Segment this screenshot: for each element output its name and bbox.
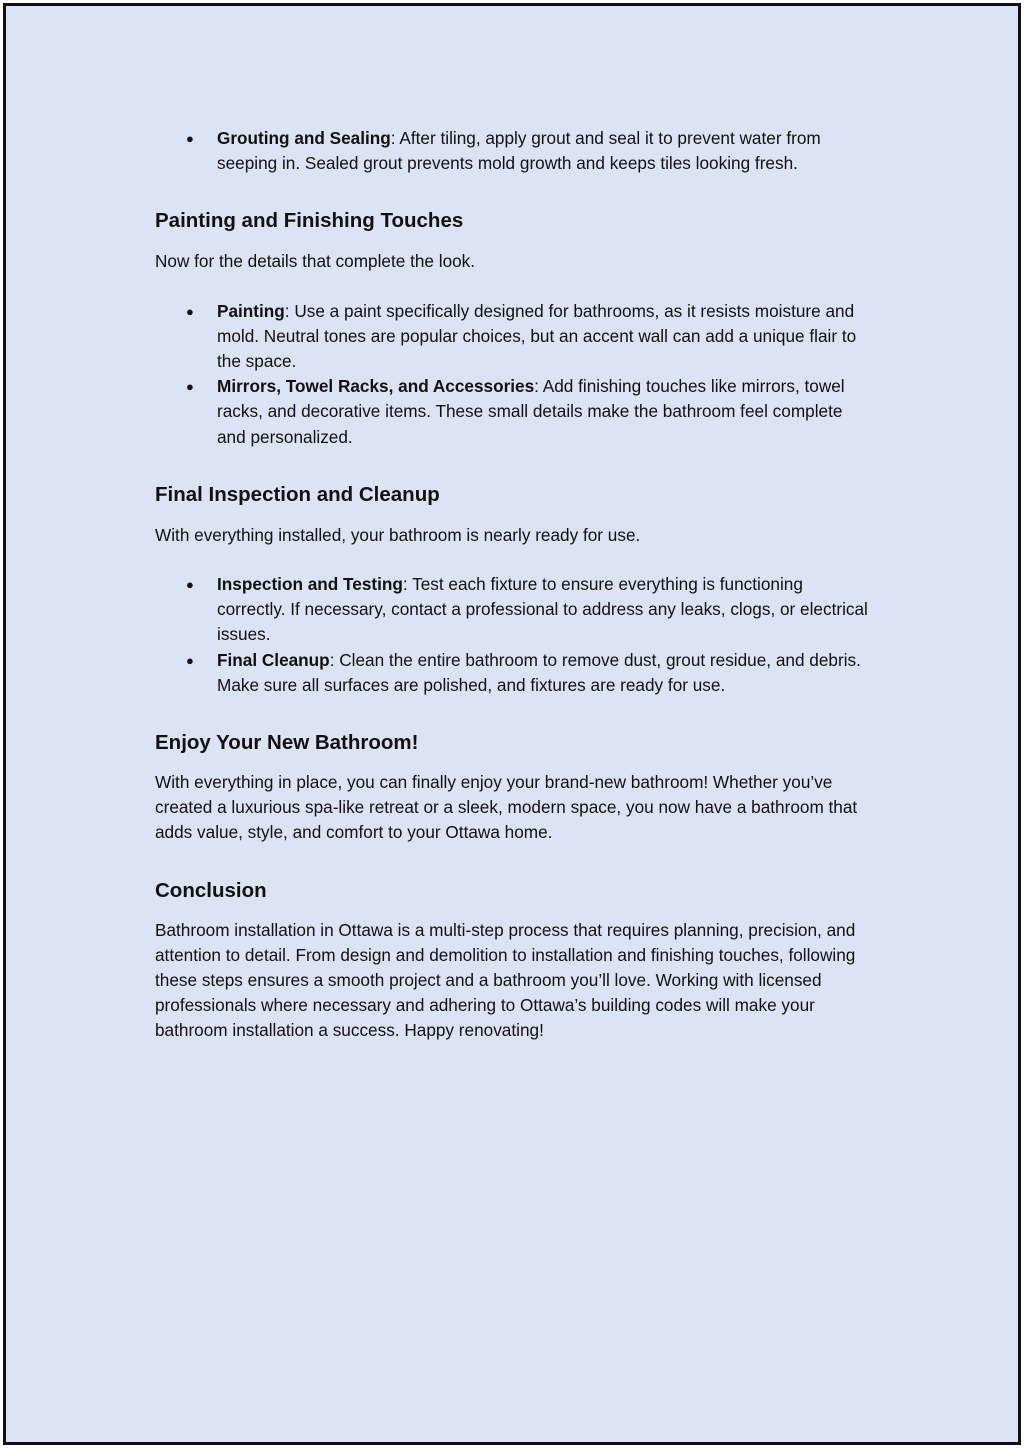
list-item-text: : Add finishing touches like mirrors, towel racks, and decorative items. These small details make the bathroom feel complete and personalized. [217, 376, 845, 447]
list-item-term: Final Cleanup [217, 649, 330, 670]
section-intro: With everything installed, your bathroom is nearly ready for use. [155, 524, 641, 545]
section-conclusion [155, 878, 875, 1044]
section-body: With everything in place, you can finally enjoy your brand-new bathroom! Whether you’ve created a luxurious spa-like retreat or a sleek, modern space, you now have a bathroom that adds value, style, and comfort to your Ottawa home. [155, 772, 858, 843]
section-enjoy [155, 730, 875, 846]
list-item [155, 648, 875, 698]
list-item-text: : Clean the entire bathroom to remove dust, grout residue, and debris. Make sure all surfaces are polished, and fixtures are ready for use. [217, 649, 861, 695]
section-heading: Final Inspection and Cleanup [155, 482, 440, 506]
bullet-icon: ● [186, 379, 194, 395]
inspection-list [155, 572, 875, 698]
grouting-list [155, 126, 875, 176]
list-item-term: Inspection and Testing [217, 574, 403, 595]
list-item [155, 374, 875, 450]
painting-list [155, 299, 875, 450]
list-item-term: Painting [217, 300, 285, 321]
section-inspection [155, 482, 875, 698]
list-item [155, 572, 875, 648]
bullet-icon: ● [186, 131, 194, 146]
list-item [155, 299, 875, 375]
document-page [3, 3, 1021, 1445]
section-heading: Painting and Finishing Touches [155, 209, 464, 233]
list-item-text: : Use a paint specifically designed for bathrooms, as it resists moisture and mold. Neutral tones are popular choices, but an accent wall can add a unique flair to the space. [217, 300, 857, 372]
bullet-icon: ● [186, 577, 194, 593]
document-content [155, 126, 875, 1044]
list-item-text: : Test each fixture to ensure everything is functioning correctly. If necessary, contact a professional to address any leaks, clogs, or electrical issues. [217, 574, 868, 645]
section-heading: Conclusion [155, 878, 267, 902]
list-item-term: Grouting and Sealing [217, 128, 391, 148]
section-painting [155, 208, 875, 449]
list-item-text: : After tiling, apply grout and seal it to prevent water from seeping in. Sealed grout prevents mold growth and keeps tiles looking fresh. [217, 128, 821, 174]
section-heading: Enjoy Your New Bathroom! [155, 731, 419, 755]
section-intro: Now for the details that complete the look. [155, 251, 476, 272]
bullet-icon: ● [186, 652, 194, 668]
bullet-icon: ● [186, 303, 194, 319]
list-item [155, 126, 875, 176]
list-item-term: Mirrors, Towel Racks, and Accessories [217, 376, 535, 397]
section-body: Bathroom installation in Ottawa is a multi-step process that requires planning, precision, and attention to detail. From design and demolition to installation and finishing touches, following these steps ensures a smooth project and a bathroom you’ll love. Working with licensed professionals where necessary and adhering to Ottawa’s building codes will make your bathroom installation a success. Happy renovating! [155, 919, 856, 1041]
